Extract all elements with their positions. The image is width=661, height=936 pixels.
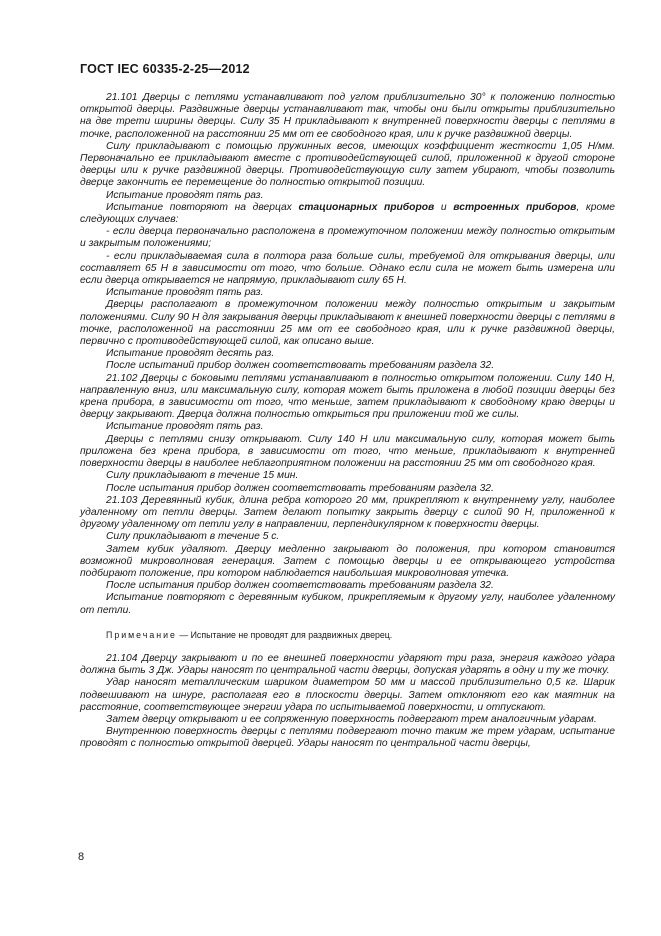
paragraph: Силу прикладывают в течение 15 мин. [106,470,299,482]
paragraph-21-103: 21.103 Деревянный кубик, длина ребра которого 20 мм, прикрепляют к внутреннему углу, наиболее удаленному от петли дверцы. Затем делают попытку закрыть дверцу с силой 90 Н, приложенной к другому удаленному от петли углу в направлении, перпендикулярном к поверхности дверцы. [80,494,615,531]
document-body [80,92,615,751]
paragraph: Испытание проводят десять раз. [106,348,275,360]
paragraph: Дверцы с петлями снизу открывают. Силу 140 Н или максимальную силу, которая может быть приложена без крена прибора, в зависимости от того, что меньше, прикладывают к внутренней поверхности дверцы в наиболее неблагоприятном положении на расстоянии 25 мм от свободного края. [80,433,615,470]
paragraph: Силу прикладывают в течение 5 с. [106,531,280,543]
paragraph: Затем дверцу открывают и ее сопряженную поверхность подвергают трем аналогичным ударам. [106,713,597,725]
paragraph: Испытание проводят пять раз. [106,189,264,201]
text-run: Испытание повторяют на дверцах [106,201,299,213]
paragraph: Силу прикладывают с помощью пружинных весов, имеющих коэффициент жесткости 1,05 Н/мм. Первоначально ее прикладывают вместе с противодействующей силой, приложенной к другой стороне дверцы или к ручке раздвижной дверцы. Противодействующую силу затем убирают, чтобы позволить дверце закончить ее перемещение до полностью открытой позиции. [80,140,615,189]
note-label: Примечание [106,629,177,640]
paragraph-21-102: 21.102 Дверцы с боковыми петлями устанавливают в полностью открытом положении. Силу 140 Н, направленную вниз, или максимальную силу, которая может быть приложена в любой позиции дверцы без крена прибора, в зависимости от того, что меньше, затем прикладывают к свободному краю дверцы и дверцу закрывают. Дверца должна полностью открыться при приложении той же силы. [80,372,615,421]
text-run: и [434,201,454,213]
paragraph-with-terms [80,202,615,226]
list-item: - если дверца первоначально расположена в промежуточном положении между полностью открытым и закрытым положениями; [80,226,615,250]
term-built-in-appliances: встроенных приборов [453,201,577,213]
paragraph-21-104: 21.104 Дверцу закрывают и по ее внешней поверхности ударяют три раза, энергия каждого удара должна быть 3 Дж. Удары наносят по центральной части дверцы, допуская ударять в одну и ту же точку. [80,652,615,677]
paragraph: Внутреннюю поверхность дверцы с петлями подвергают точно таким же трем ударам, испытание проводят с полностью открытой дверцей. Удары наносят по центральной части дверцы, [80,726,615,750]
note [80,629,615,641]
paragraph: После испытания прибор должен соответствовать требованиям раздела 32. [106,482,494,494]
page-number: 8 [78,851,85,863]
paragraph: После испытания прибор должен соответствовать требованиям раздела 32. [106,580,494,592]
paragraph: Испытание повторяют с деревянным кубиком, прикрепляемым к другому углу, наиболее удаленному от петли. [80,592,615,616]
paragraph-21-101: 21.101 Дверцы с петлями устанавливают под углом приблизительно 30° к положению полностью открытой дверцы. Раздвижные дверцы устанавливают так, чтобы они были открыты приблизительно на две трети ширины дверцы. Силу 35 Н прикладывают к внутренней поверхности дверцы с петлями в точке, расположенной на расстоянии 25 мм от ее свободного края, или к ручке раздвижной дверцы. [80,92,615,140]
paragraph: Затем кубик удаляют. Дверцу медленно закрывают до положения, при котором становится возможной микроволновая генерация. Затем с помощью дверцы и ее открывающего устройства подбирают положение, при котором наблюдается наибольшая микроволновая утечка. [80,543,615,579]
paragraph: Испытание проводят пять раз. [106,421,264,433]
document-header: ГОСТ IEC 60335-2-25—2012 [80,62,250,76]
paragraph: Испытание проводят пять раз. [106,287,264,299]
text-run: , кроме следующих случаев: [80,201,615,226]
paragraph: Удар наносят металлическим шариком диаметром 50 мм и массой приблизительно 0,5 кг. Шарик подвешивают на шнуре, располагая его в плоскости дверцы. Затем отклоняют его как маятник на расстояние, соответствующее энергии удара по испытываемой поверхности, и отпускают. [80,677,615,713]
paragraph: После испытаний прибор должен соответствовать требованиям раздела 32. [106,360,495,372]
paragraph: Дверцы располагают в промежуточном положении между полностью открытым и закрытым положениями. Силу 90 Н для закрывания дверцы прикладывают к внешней поверхности дверцы с петлями в точке, расположенной на расстоянии 25 мм от ее свободного края, или к ручке раздвижной дверцы, первично с противодействующей силой, как описано выше. [80,299,615,348]
list-item: - если прикладываемая сила в полтора раза больше силы, требуемой для открывания дверцы, или составляет 65 Н в зависимости от того, что больше. Однако если сила не может быть измерена или если дверца открывается не напрямую, прикладывают силу 65 Н. [80,250,615,287]
note-text: — Испытание не проводят для раздвижных дверец. [176,629,393,640]
term-stationary-appliances: стационарных приборов [298,201,435,213]
